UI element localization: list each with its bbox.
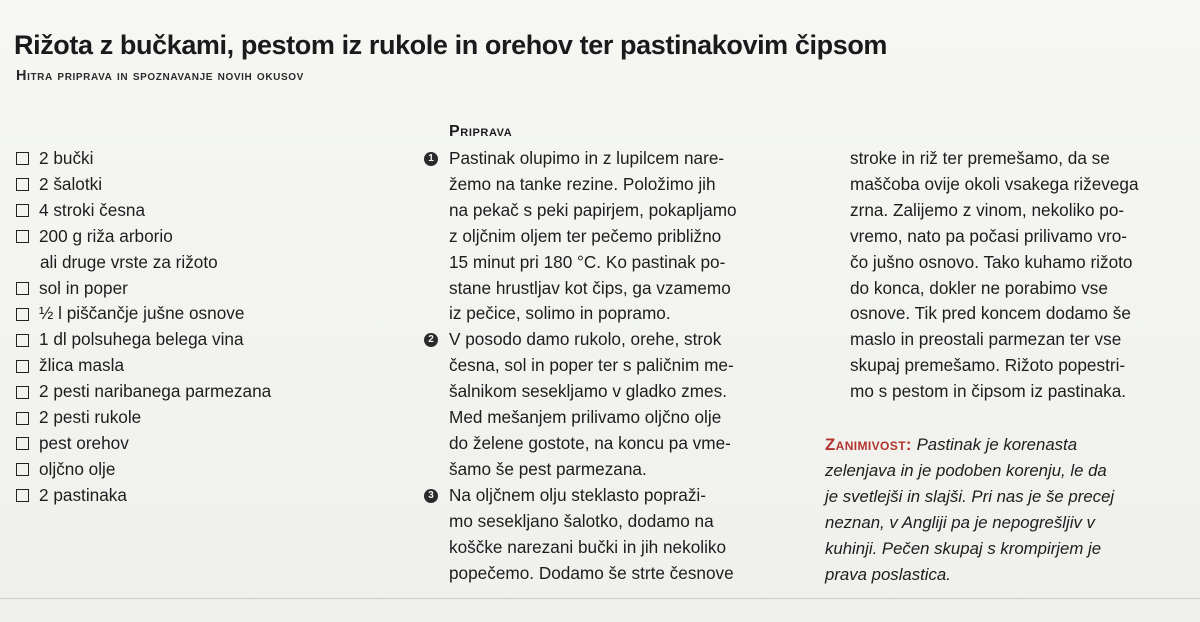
checkbox-icon <box>16 334 29 347</box>
fun-fact-line <box>825 432 1195 458</box>
ingredient-item <box>16 379 396 405</box>
step-text-line: čo jušno osnovo. Tako kuhamo rižoto <box>850 251 1133 272</box>
step-text-line: stane hrustljav kot čips, ga vzamemo <box>449 277 731 298</box>
ingredient-text: žlica masla <box>39 355 125 376</box>
step-text-line: šamo še pest parmezana. <box>449 458 647 479</box>
checkbox-icon <box>16 152 29 165</box>
step-text-line: koščke narezani bučki in jih nekoliko <box>449 536 727 557</box>
ingredient-text: 2 pesti rukole <box>39 407 142 428</box>
step-text-line: žemo na tanke rezine. Položimo jih <box>449 173 716 194</box>
step-text-line: mo s pestom in čipsom iz pastinaka. <box>850 381 1127 402</box>
ingredient-item <box>16 172 396 198</box>
ingredient-text: oljčno olje <box>39 458 116 479</box>
step-text-line: osnove. Tik pred koncem dodamo še <box>850 303 1131 324</box>
preparation-step <box>424 327 824 482</box>
ingredient-item <box>16 431 396 457</box>
step-text-line: do želene gostote, na koncu pa vme- <box>449 432 731 453</box>
step-text-line: popečemo. Dodamo še strte česnove <box>449 562 734 583</box>
page-divider <box>0 598 1200 599</box>
checkbox-icon <box>16 230 29 243</box>
ingredient-continuation <box>16 250 396 276</box>
ingredient-item <box>16 301 396 327</box>
step-number-icon: 1 <box>424 152 438 166</box>
ingredient-item <box>16 457 396 483</box>
fun-fact-text: Pastinak je korenasta <box>916 435 1078 454</box>
preparation-continuation <box>850 146 1195 405</box>
checkbox-icon <box>16 386 29 399</box>
ingredient-item <box>16 276 396 302</box>
fun-fact-line <box>825 510 1195 536</box>
step-text-line: skupaj premešamo. Rižoto popestri- <box>850 355 1126 376</box>
step-text-line: z oljčnim oljem ter pečemo približno <box>449 225 722 246</box>
step-text-line: Pastinak olupimo in z lupilcem nare- <box>449 148 725 168</box>
step-text-line: maslo in preostali parmezan ter vse <box>850 329 1122 350</box>
ingredient-text: 4 stroki česna <box>39 199 146 220</box>
checkbox-icon <box>16 412 29 425</box>
step-text-line: vremo, nato pa počasi prilivamo vro- <box>850 225 1128 246</box>
ingredient-item <box>16 405 396 431</box>
checkbox-icon <box>16 204 29 217</box>
step-text-line: Na oljčnem olju steklasto popraži- <box>449 484 706 505</box>
fun-fact-text: zelenjava in je podoben korenju, le da <box>825 460 1107 480</box>
ingredient-text: 1 dl polsuhega belega vina <box>39 329 244 350</box>
step-text-line: stroke in riž ter premešamo, da se <box>850 148 1110 168</box>
ingredient-text: 2 pesti naribanega parmezana <box>39 381 272 402</box>
fun-fact-text: neznan, v Angliji pa je nepogrešljiv v <box>825 512 1095 532</box>
fun-fact-line <box>825 484 1195 510</box>
preparation-step <box>424 146 824 327</box>
ingredient-text: ½ l piščančje jušne osnove <box>39 303 245 324</box>
step-text-line: iz pečice, solimo in popramo. <box>449 303 671 324</box>
ingredient-text: ali druge vrste za rižoto <box>40 251 218 272</box>
ingredient-text: sol in poper <box>39 277 128 298</box>
step-number-icon: 2 <box>424 333 438 347</box>
ingredient-item <box>16 327 396 353</box>
step-text-line: na pekač s peki papirjem, pokapljamo <box>449 199 737 220</box>
step-text-line: česna, sol in poper ter s paličnim me- <box>449 355 734 376</box>
preparation-step <box>424 483 824 587</box>
ingredient-list <box>16 146 396 509</box>
fun-fact-box <box>825 432 1195 587</box>
ingredient-item <box>16 198 396 224</box>
ingredient-text: 2 bučki <box>39 148 94 168</box>
checkbox-icon <box>16 489 29 502</box>
checkbox-icon <box>16 437 29 450</box>
step-text-line: 15 minut pri 180 °C. Ko pastinak po- <box>449 251 726 272</box>
ingredient-text: 2 šalotki <box>39 173 103 194</box>
ingredient-text: pest orehov <box>39 432 129 453</box>
fun-fact-text: je svetlejši in slajši. Pri nas je še precej <box>825 486 1115 506</box>
step-text-line: mo sesekljano šalotko, dodamo na <box>449 510 714 531</box>
ingredient-text: 2 pastinaka <box>39 484 127 505</box>
ingredient-item <box>16 483 396 509</box>
checkbox-icon <box>16 463 29 476</box>
step-text-line: maščoba ovije okoli vsakega riževega <box>850 173 1139 194</box>
fun-fact-line <box>825 536 1195 562</box>
fun-fact-text: prava poslastica. <box>825 564 951 584</box>
fun-fact-text: kuhinji. Pečen skupaj s krompirjem je <box>825 538 1102 558</box>
step-text-line: zrna. Zalijemo z vinom, nekoliko po- <box>850 199 1125 220</box>
checkbox-icon <box>16 308 29 321</box>
ingredient-item <box>16 353 396 379</box>
checkbox-icon <box>16 282 29 295</box>
preparation-heading: Priprava <box>449 123 513 140</box>
ingredient-text: 200 g riža arborio <box>39 225 173 246</box>
recipe-title: Rižota z bučkami, pestom iz rukole in orehov ter pastinakovim čipsom <box>14 30 888 60</box>
step-text-line: šalnikom sesekljamo v gladko zmes. <box>449 381 727 402</box>
checkbox-icon <box>16 360 29 373</box>
preparation-steps <box>424 146 824 586</box>
step-text-line: V posodo damo rukolo, orehe, strok <box>449 329 722 350</box>
checkbox-icon <box>16 178 29 191</box>
step-text-line: do konca, dokler ne porabimo vse <box>850 277 1108 298</box>
ingredient-item <box>16 224 396 250</box>
step-number-icon: 3 <box>424 489 438 503</box>
recipe-subtitle: Hitra priprava in spoznavanje novih okusov <box>16 68 304 84</box>
fun-fact-line <box>825 458 1195 484</box>
fun-fact-line <box>825 562 1195 588</box>
ingredient-item <box>16 146 396 172</box>
step-text-line: Med mešanjem prilivamo oljčno olje <box>449 407 722 428</box>
fun-fact-label: Zanimivost: <box>825 435 912 454</box>
